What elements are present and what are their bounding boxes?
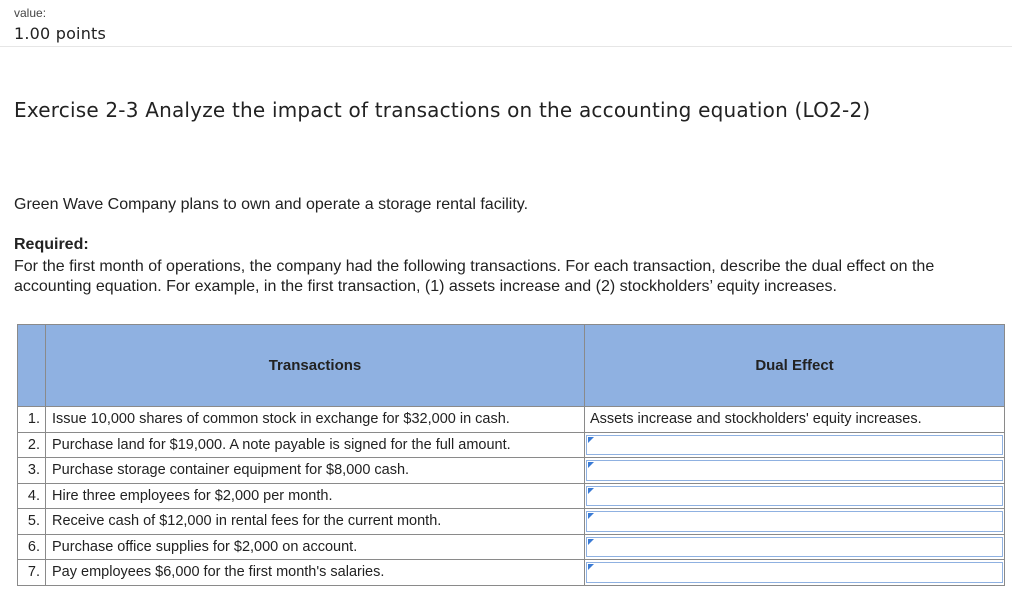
dual-effect-cell: [585, 509, 1005, 535]
number-column-header: [18, 325, 46, 407]
transaction-text: Hire three employees for $2,000 per month.: [46, 483, 585, 509]
transaction-text: Receive cash of $12,000 in rental fees for the current month.: [46, 509, 585, 535]
header-divider: [0, 46, 1012, 47]
table-row: [18, 483, 1005, 509]
value-label: value:: [14, 6, 47, 20]
row-number: 1.: [18, 407, 46, 433]
table-row: [18, 560, 1005, 586]
row-number: 5.: [18, 509, 46, 535]
exercise-title: Exercise 2-3 Analyze the impact of transactions on the accounting equation (LO2-2): [14, 98, 871, 122]
dual-effect-input[interactable]: [586, 460, 1003, 481]
row-number: 3.: [18, 458, 46, 484]
intro-text: Green Wave Company plans to own and operate a storage rental facility.: [14, 196, 529, 213]
dual-effect-input[interactable]: [586, 562, 1003, 583]
dual-effect-cell: [585, 432, 1005, 458]
dual-effect-input[interactable]: [586, 486, 1003, 507]
row-number: 7.: [18, 560, 46, 586]
table-row: [18, 432, 1005, 458]
dual-effect-given: [585, 407, 1005, 433]
table-body: [18, 407, 1005, 586]
table-row: [18, 407, 1005, 433]
dual-effect-input[interactable]: [586, 511, 1003, 532]
dual-effect-cell: [585, 458, 1005, 484]
transaction-text: Purchase storage container equipment for $8,000 cash.: [46, 458, 585, 484]
points-value: 1.00 points: [14, 24, 107, 43]
dual-effect-cell: [585, 483, 1005, 509]
transaction-text: Pay employees $6,000 for the first month's salaries.: [46, 560, 585, 586]
table-row: [18, 509, 1005, 535]
dual-effect-cell: [585, 534, 1005, 560]
dual-effect-input[interactable]: [586, 537, 1003, 558]
row-number: 4.: [18, 483, 46, 509]
table-row: [18, 534, 1005, 560]
required-heading: Required:: [14, 236, 89, 253]
question-value: [14, 6, 106, 43]
dual-effect-cell: [585, 560, 1005, 586]
table-header-row: [18, 325, 1005, 407]
required-instructions: For the first month of operations, the company had the following transactions. For each transaction, describe the dual effect on the accounting equation. For example, in the first transaction, (1) assets increase and (2) stockholders’ equity increases.: [14, 258, 935, 295]
row-number: 2.: [18, 432, 46, 458]
transaction-text: Purchase land for $19,000. A note payable is signed for the full amount.: [46, 432, 585, 458]
table-row: [18, 458, 1005, 484]
transactions-column-header: Transactions: [46, 325, 585, 407]
transaction-text: Purchase office supplies for $2,000 on account.: [46, 534, 585, 560]
transactions-table: [17, 324, 1005, 586]
dual-effect-column-header: Dual Effect: [585, 325, 1005, 407]
row-number: 6.: [18, 534, 46, 560]
dual-effect-text: Assets increase and stockholders' equity increases.: [590, 411, 922, 428]
dual-effect-input[interactable]: [586, 435, 1003, 456]
transaction-text: Issue 10,000 shares of common stock in exchange for $32,000 in cash.: [46, 407, 585, 433]
